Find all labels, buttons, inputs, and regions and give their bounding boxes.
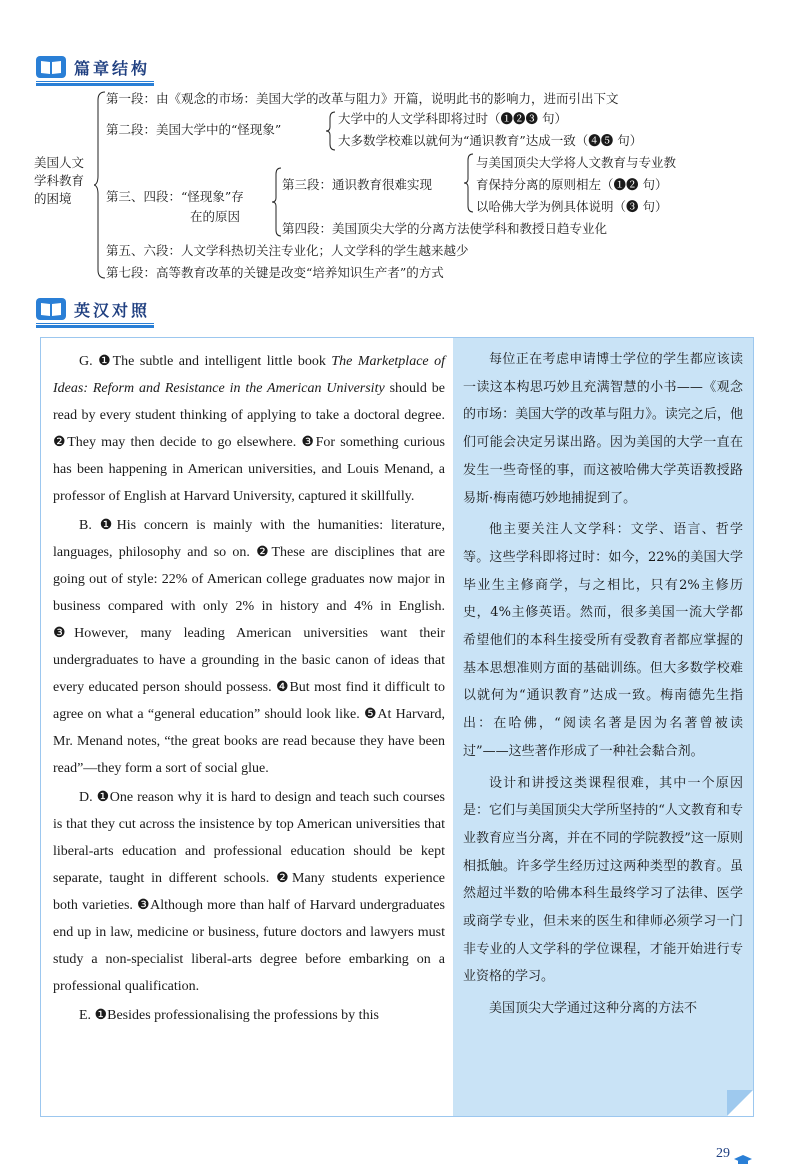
book-icon (36, 56, 66, 78)
chinese-paragraph-1: 每位正在考虑申请博士学位的学生都应该读一读这本构思巧妙且充满智慧的小书——《观念的市场：美国大学的改革与阻力》。读完之后，他们可能会决定另谋出路。因为美国的大学一直在发生一些奇怪的事，而这被哈佛大学英语教授路易斯·梅南德巧妙地捕捉到了。 (463, 352, 743, 506)
tree-para2-sub2: 大多数学校难以就何为“通识教育”达成一致（❹❺ 句） (338, 133, 643, 148)
chinese-paragraph-3: 设计和讲授这类课程很难，其中一个原因是：它们与美国顶尖大学所坚持的“人文教育和专业教育应当分离，并在不同的学院教授”这一原则相抵触。许多学生经历过这两种类型的教育。虽然超过半数的哈佛本科生最终学习了法律、医学或商学专业，但未来的医生和律师必须学习一门非专业的人文学科的学位课程，才能开始进行专业资格的学习。 (463, 775, 743, 985)
para2-brace (326, 110, 336, 152)
tree-para3-sub1a: 与美国顶尖大学将人文教育与专业教 (476, 155, 677, 170)
page-number: 29 (716, 1146, 730, 1161)
chinese-paragraph-4: 美国顶尖大学通过这种分离的方法不 (489, 1001, 698, 1017)
english-paragraph-e: E. ❶Besides professionalising the professions by this (79, 1008, 379, 1023)
english-paragraph-g: G. ❶The subtle and intelligent little book The Marketplace of Ideas: Reform and Resistance in the American University should be read by every student thinking of applying to take a doctoral degree. ❷They may then decide to go elsewhere. ❸For something curious has been happening in American universities, and Louis Menand, a professor of English at Harvard University, captured it skillfully. (53, 354, 445, 504)
tree-para3-label: 第三段：通识教育很难实现 (282, 177, 433, 192)
tree-para34-label-1: 第三、四段：“怪现象”存 (106, 189, 244, 204)
section-underline (36, 83, 154, 86)
tree-para34-label-2: 在的原因 (190, 209, 241, 224)
para3-brace (464, 152, 474, 214)
graduation-cap-icon (734, 1150, 752, 1160)
tree-para2-sub1: 大学中的人文学科即将过时（❶❷❸ 句） (338, 111, 567, 126)
tree-para2-label: 第二段：美国大学中的“怪现象” (106, 122, 282, 137)
compare-section-title: 英汉对照 (74, 300, 151, 320)
tree-para4: 第四段：美国顶尖大学的分离方法使学科和教授日趋专业化 (282, 221, 608, 236)
tree-root-line-2: 学科教育 (34, 173, 85, 188)
chinese-column (463, 346, 743, 1023)
tree-root-line-3: 的困境 (34, 191, 72, 206)
english-column (53, 348, 445, 1029)
book-icon (36, 298, 66, 320)
tree-para3-sub1b: 育保持分离的原则相左（❶❷ 句） (476, 177, 668, 192)
english-paragraph-b: B. ❶His concern is mainly with the humanities: literature, languages, philosophy and so on. ❷These are disciplines that are going out of style: 22% of American college graduates now major in business compared with only 2% in history and 4% in English. ❸However, many leading American universities want their undergraduates to have a grounding in the basic canon of ideas that every educated person should possess. ❹But most find it difficult to agree on what a “general education” should look like. ❺At Harvard, Mr. Menand notes, “the great books are read because they have been read”—they form a sort of social glue. (53, 518, 445, 776)
book-title: The Marketplace of Ideas: Reform and Resistance in the American University (53, 354, 445, 396)
bilingual-panel (40, 337, 754, 1117)
tree-root-line-1: 美国人文 (34, 155, 85, 170)
root-brace (94, 90, 106, 280)
chinese-column-bg (453, 338, 753, 1116)
para34-brace (272, 166, 282, 238)
section-underline (36, 325, 154, 328)
compare-section-header (36, 296, 150, 322)
page-fold-corner (727, 1090, 753, 1116)
structure-section-title: 篇章结构 (74, 58, 151, 78)
english-paragraph-d: D. ❶One reason why it is hard to design and teach such courses is that they cut across the insistence by top American universities that liberal-arts education and professional education should be kept separate, taught in different schools. ❷Many students experience both varieties. ❸Although more than half of Harvard undergraduates end up in law, medicine or business, future doctors and lawyers must study a non-specialist liberal-arts degree before embarking on a professional qualification. (53, 790, 445, 994)
tree-para3-sub2: 以哈佛大学为例具体说明（❸ 句） (476, 199, 668, 214)
structure-tree (34, 88, 774, 288)
chinese-paragraph-2: 他主要关注人文学科：文学、语言、哲学等。这些学科即将过时：如今，22%的美国大学毕业生主修商学，与之相比，只有2%主修历史，4%主修英语。然而，很多美国一流大学都希望他们的本科生接受所有受教育者都应掌握的基本思想准则方面的基础训练。但大多数学校难以就何为“通识教育”达成一致。梅南德先生指出：在哈佛，“阅读名著是因为名著曾被读过”——这些著作形成了一种社会黏合剂。 (463, 522, 743, 759)
structure-section-header (36, 54, 150, 80)
tree-para1: 第一段：由《观念的市场：美国大学的改革与阻力》开篇，说明此书的影响力，进而引出下文 (106, 91, 619, 106)
tree-para7: 第七段：高等教育改革的关键是改变“培养知识生产者”的方式 (106, 265, 444, 280)
tree-para56: 第五、六段：人文学科热切关注专业化；人文学科的学生越来越少 (106, 243, 469, 258)
